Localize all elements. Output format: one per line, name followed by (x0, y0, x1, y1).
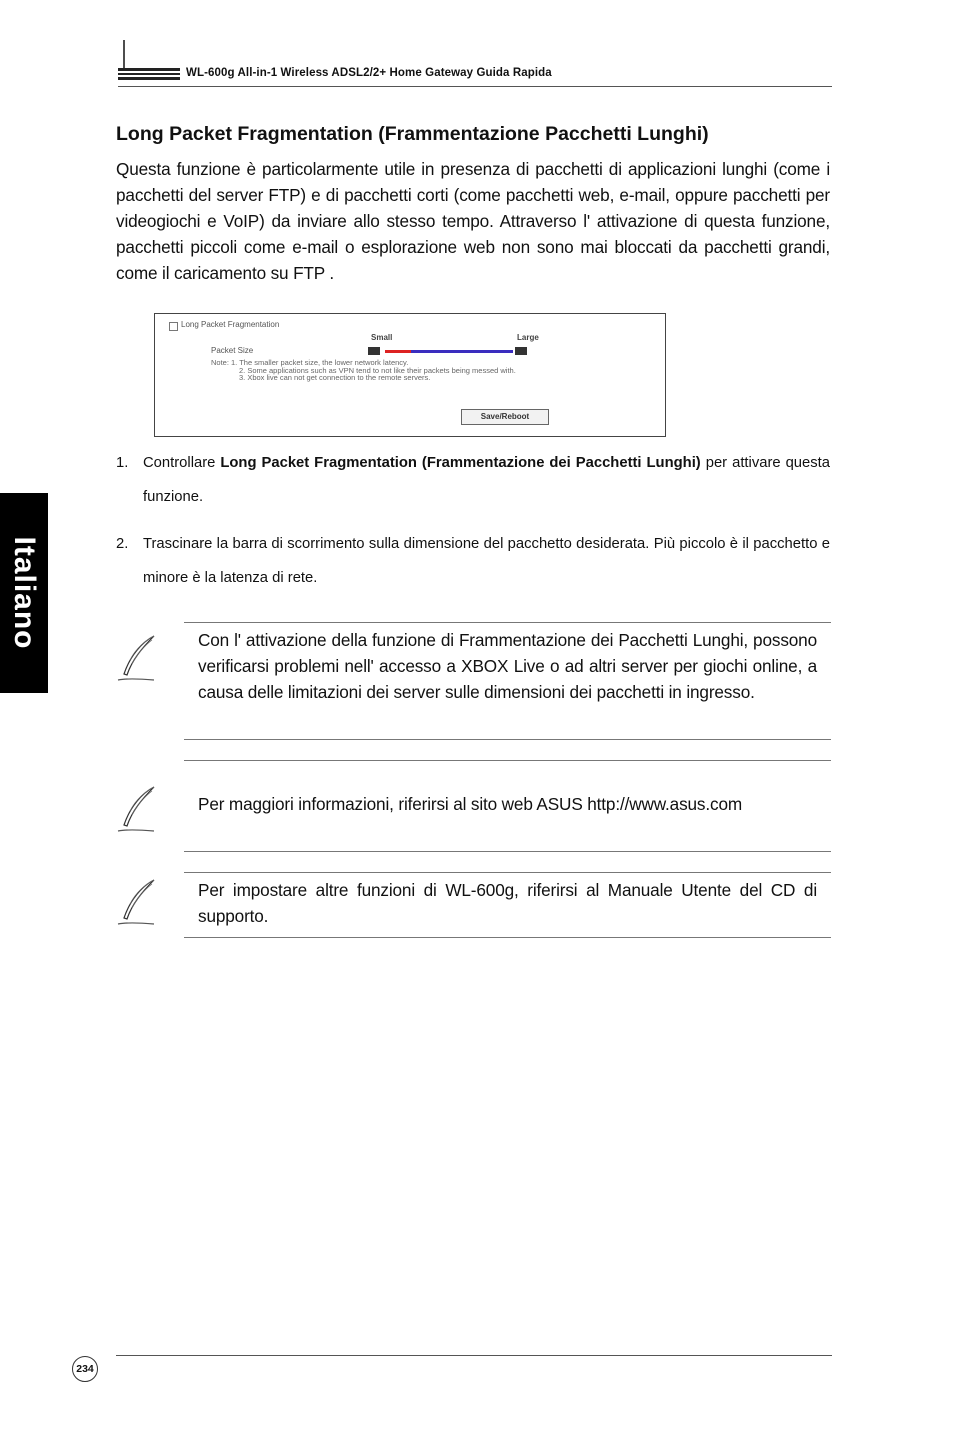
save-reboot-button[interactable]: Save/Reboot (461, 409, 549, 425)
screenshot-note-line: Note: 1. The smaller packet size, the lower network latency. (211, 358, 409, 367)
step-bold-text: Long Packet Fragmentation (Frammentazione dei Pacchetti Lunghi) (220, 455, 701, 471)
router-logo-icon (118, 38, 180, 86)
footer-rule (116, 1355, 832, 1356)
slider-fill (385, 350, 411, 353)
section-heading: Long Packet Fragmentation (Frammentazione Pacchetti Lunghi) (116, 123, 709, 145)
long-packet-checkbox[interactable] (169, 322, 178, 331)
step-number: 1. (116, 455, 129, 471)
step-text: Controllare (143, 455, 221, 471)
language-tab-label: Italiano (8, 536, 41, 650)
quill-pen-icon (116, 878, 158, 930)
header-title: WL-600g All-in-1 Wireless ADSL2/2+ Home Gateway Guida Rapida (186, 67, 552, 79)
quill-pen-icon (116, 634, 158, 686)
note-bottom-rule (184, 851, 831, 852)
note-text: Per impostare altre funzioni di WL-600g, riferirsi al Manuale Utente del CD di supporto. (198, 880, 817, 926)
step-number: 2. (116, 536, 129, 552)
language-side-tab (0, 493, 48, 693)
slider-left-arrow-icon[interactable] (368, 347, 380, 355)
packet-size-label: Packet Size (211, 346, 254, 355)
note-text: Per maggiori informazioni, riferirsi al sito web ASUS http://www.asus.com (198, 794, 743, 814)
note-bottom-rule (184, 937, 831, 938)
header-rule (118, 86, 832, 87)
note-top-rule (184, 872, 831, 873)
page-number: 234 (72, 1356, 98, 1382)
note-top-rule (184, 622, 831, 623)
note-top-rule (184, 760, 831, 761)
step-text: Trascinare la barra di scorrimento sulla dimensione del pacchetto desiderata. Più piccolo è il pacchetto e minore è la latenza di rete. (143, 536, 830, 586)
step-1 (116, 446, 830, 514)
screenshot-note-line: 2. Some applications such as VPN tend to not like their packets being messed with. (239, 365, 516, 375)
section-intro: Questa funzione è particolarmente utile in presenza di pacchetti di applicazioni lunghi (come i pacchetti del server FTP) e di pacchetti corti (come pacchetti web, e-mail, oppure pacchetti per videogiochi e VoIP) da inviare allo stesso tempo. Attraverso l' attivazione di questa funzione, pacchetti piccoli come e-mail o esplorazione web non sono mai bloccati da pacchetti grandi, come il caricamento su FTP . (116, 159, 830, 283)
screenshot-notes (211, 359, 516, 382)
slider-large-label: Large (517, 333, 539, 342)
settings-screenshot (154, 313, 666, 437)
slider-right-arrow-icon[interactable] (515, 347, 527, 355)
checkbox-label: Long Packet Fragmentation (181, 320, 280, 329)
step-2 (116, 527, 830, 595)
slider-small-label: Small (371, 333, 393, 342)
screenshot-note-line: 3. Xbox live can not get connection to the remote servers. (239, 373, 431, 383)
note-bottom-rule (184, 739, 831, 740)
note-text: Con l' attivazione della funzione di Frammentazione dei Pacchetti Lunghi, possono verificarsi problemi nell' accesso a XBOX Live o ad altri server per giochi online, a causa delle limitazioni dei server sulle dimensioni dei pacchetti in ingresso. (198, 630, 817, 702)
step-text: per attivare questa funzione. (143, 455, 831, 505)
quill-pen-icon (116, 785, 158, 837)
